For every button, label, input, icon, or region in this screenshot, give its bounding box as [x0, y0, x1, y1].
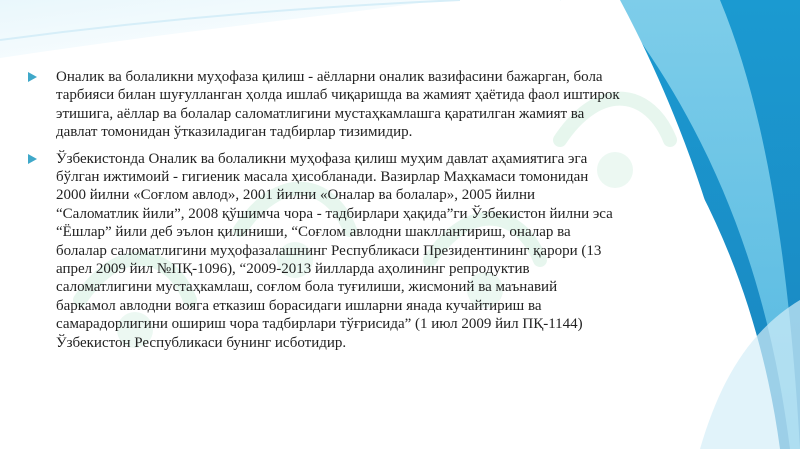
- bullet-text: Ўзбекистонда Оналик ва болаликни муҳофаза қилиш муҳим давлат аҳамиятига эга бўлган ижтимоий - гигиеник масала ҳисобланади. Вазирлар Маҳкамаси томонидан 2000 йилни «Соғлом авлод», 2001 йилни «Оналар ва болалар», 2005 йилни “Саломатлик йили”, 2008 қўшимча чора - тадбирлари ҳақида”ги Ўзбекистон йилни эса “Ёшлар” йили деб эълон қилиниши, “Соғлом авлодни шакллантириш, оналар ва болалар саломатлигини муҳофазалашнинг Республикаси Президентининг қарори (13 апрел 2009 йил №ПҚ-1096), “2009-2013 йилларда аҳолининг репродуктив саломатлигини мустаҳкамлаш, соғлом бола туғилиши, жисмоний ва маънавий баркамол авлодни вояга етказиш борасидаги ишларни янада кучайтириш ва самарадорлигини ошириш чора тадбирлари тўғрисида” (1 июл 2009 йил ПҚ-1144) Ўзбекистон Республикаси бунинг исботидир.: [56, 150, 613, 351]
- bullet-item: [28, 68, 688, 142]
- top-left-swoosh: [0, 0, 440, 58]
- bullet-text: Оналик ва болаликни муҳофаза қилиш - аёлларни оналик вазифасини бажарган, бола тарбияси билан шуғулланган ҳолда ишлаб чиқаришда ва жамият ҳаётида фаол иштирок этишига, аёллар ва болалар саломатлигини мустаҳкамлашга қаратилган жамият ва давлат томонидан ўтказиладиган тадбирлар тизимидир.: [56, 69, 620, 141]
- slide-content: [28, 68, 688, 360]
- bullet-item: [28, 150, 688, 352]
- triangle-bullet-icon: [28, 72, 37, 82]
- triangle-bullet-icon: [28, 154, 37, 164]
